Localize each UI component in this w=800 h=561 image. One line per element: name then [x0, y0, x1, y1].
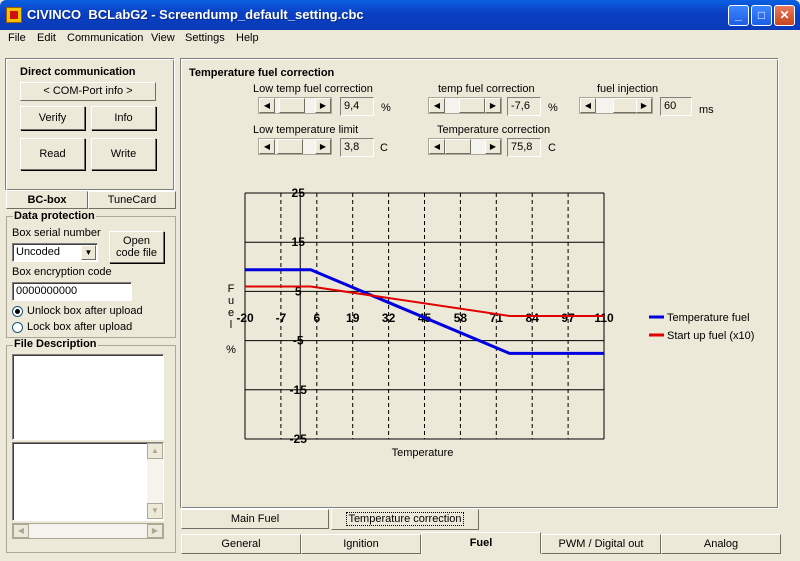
y-tick-label: 15 — [291, 235, 305, 250]
low-temp-fuel-correction-slider[interactable]: ◀ ▶ — [258, 97, 332, 114]
data-protection-title: Data protection — [14, 210, 95, 222]
info-button[interactable]: Info — [91, 106, 156, 130]
x-tick-label: 58 — [453, 311, 468, 325]
scrollbar-horizontal[interactable] — [12, 523, 164, 539]
x-tick-label: 6 — [313, 311, 321, 325]
x-tick-label: 84 — [525, 311, 539, 325]
menu-bar — [0, 30, 800, 49]
open-code-file-label-1: Open — [123, 235, 150, 247]
scroll-up-icon[interactable]: ▲ — [147, 443, 163, 459]
low-temperature-limit-slider[interactable]: ◀ ▶ — [258, 138, 332, 155]
file-description-title: File Description — [14, 338, 97, 350]
scroll-down-icon[interactable]: ▼ — [147, 503, 163, 519]
x-tick-label: 71 — [489, 311, 503, 325]
y-axis-label-char: u — [227, 295, 235, 307]
box-serial-label: Box serial number — [12, 227, 101, 239]
main-title: Temperature fuel correction — [189, 67, 335, 79]
y-tick-label: -15 — [289, 382, 307, 397]
low-temperature-limit-label: Low temperature limit — [253, 124, 359, 136]
x-tick-label: 110 — [594, 311, 614, 325]
encryption-code-input[interactable]: 0000000000 — [12, 282, 132, 301]
box-serial-select[interactable] — [12, 243, 98, 262]
tab-analog[interactable]: Analog — [661, 534, 781, 554]
box-serial-value: Uncoded — [16, 246, 61, 258]
tab-general[interactable]: General — [181, 534, 301, 554]
tab-fuel[interactable]: Fuel — [421, 532, 541, 554]
scroll-right-icon[interactable]: ▶ — [147, 524, 163, 538]
y-axis-unit: % — [226, 344, 236, 356]
temperature-correction-value: 75,8 — [507, 138, 541, 157]
legend-label: Temperature fuel — [667, 312, 750, 324]
unlock-label: Unlock box after upload — [27, 305, 143, 317]
temperature-correction-slider[interactable]: ◀ ▶ — [428, 138, 502, 155]
x-tick-label: -20 — [236, 311, 254, 325]
x-tick-label: 45 — [417, 311, 432, 325]
menu-edit[interactable]: Edit — [37, 32, 56, 44]
lock-label: Lock box after upload — [27, 321, 133, 333]
direct-communication-title: Direct communication — [20, 66, 136, 78]
tab-pwm-digital-out[interactable]: PWM / Digital out — [541, 534, 661, 554]
open-code-file-button[interactable] — [109, 231, 164, 263]
menu-settings[interactable]: Settings — [185, 32, 225, 44]
chevron-down-icon[interactable]: ▼ — [81, 245, 96, 260]
menu-file[interactable]: File — [8, 32, 26, 44]
tab-temperature-correction-label: Temperature correction — [348, 513, 462, 525]
menu-help[interactable]: Help — [236, 32, 259, 44]
fuel-injection-slider[interactable]: ◀ ▶ — [579, 97, 653, 114]
read-button[interactable]: Read — [20, 138, 85, 170]
y-axis-label-char: e — [227, 307, 235, 319]
low-temperature-limit-value: 3,8 — [340, 138, 374, 157]
tab-bc-box[interactable]: BC-box — [6, 191, 88, 209]
tab-main-fuel[interactable]: Main Fuel — [181, 509, 329, 529]
x-tick-label: -7 — [275, 311, 287, 325]
com-port-info-button[interactable]: < COM-Port info > — [20, 82, 156, 101]
legend-label: Start up fuel (x10) — [667, 330, 755, 342]
maximize-button[interactable]: □ — [751, 5, 772, 26]
lock-radio[interactable] — [12, 322, 23, 333]
low-temp-fuel-correction-unit: % — [381, 102, 391, 114]
x-tick-label: 97 — [561, 311, 575, 325]
scroll-left-icon[interactable]: ◀ — [13, 524, 29, 538]
file-description-text[interactable] — [12, 354, 164, 440]
encryption-code-label: Box encryption code — [12, 266, 112, 278]
temp-fuel-correction-unit: % — [548, 102, 558, 114]
fuel-temperature-chart — [181, 180, 779, 470]
write-button[interactable]: Write — [91, 138, 156, 170]
fuel-injection-value: 60 — [660, 97, 692, 116]
app-icon — [6, 7, 22, 23]
unlock-radio[interactable] — [12, 306, 23, 317]
fuel-injection-label: fuel injection — [597, 83, 659, 95]
temperature-correction-label: Temperature correction — [437, 124, 551, 136]
y-tick-label: 5 — [294, 284, 302, 299]
low-temp-fuel-correction-value: 9,4 — [340, 97, 374, 116]
close-button[interactable]: ✕ — [774, 5, 795, 26]
low-temp-fuel-correction-label: Low temp fuel correction — [253, 83, 373, 95]
x-axis-label: Temperature — [391, 447, 454, 459]
low-temperature-limit-unit: C — [380, 142, 388, 154]
tab-tunecard[interactable]: TuneCard — [88, 191, 176, 209]
x-tick-label: 32 — [381, 311, 396, 325]
y-axis-label-char: l — [229, 319, 233, 331]
minimize-button[interactable]: _ — [728, 5, 749, 26]
temp-fuel-correction-label: temp fuel correction — [438, 83, 535, 95]
y-axis-label-char: F — [227, 283, 235, 295]
y-tick-label: -5 — [292, 333, 304, 348]
x-tick-label: 19 — [346, 311, 360, 325]
menu-communication[interactable]: Communication — [67, 32, 144, 44]
temp-fuel-correction-slider[interactable]: ◀ ▶ — [428, 97, 502, 114]
window-title: CIVINCO BCLabG2 - Screendump_default_setting.cbc — [27, 7, 364, 22]
file-description-notes[interactable] — [12, 442, 164, 521]
y-tick-label: 25 — [291, 186, 305, 200]
fuel-injection-unit: ms — [699, 104, 714, 116]
scrollbar-vertical[interactable] — [147, 443, 163, 519]
open-code-file-label-2: code file — [116, 247, 157, 259]
verify-button[interactable]: Verify — [20, 106, 85, 130]
tab-ignition[interactable]: Ignition — [301, 534, 421, 554]
tab-temperature-correction[interactable] — [331, 509, 479, 530]
temperature-correction-unit: C — [548, 142, 556, 154]
menu-view[interactable]: View — [151, 32, 175, 44]
temp-fuel-correction-value: -7,6 — [507, 97, 541, 116]
y-tick-label: -25 — [289, 432, 307, 446]
